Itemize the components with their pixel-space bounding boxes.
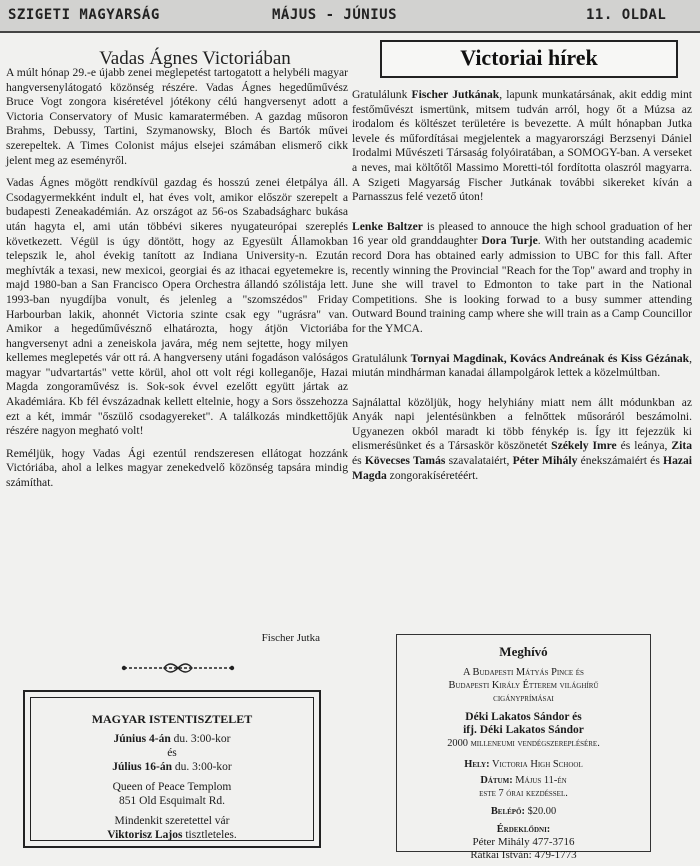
left-article-paragraph: Vadas Ágnes mögött rendkívül gazdag és hosszú zenei életpálya áll. Csodagyermekként indult el, hat éves volt, amikor először szerepelt a budapesti Zeneakadémián. Az országot az 56-os Szabadságharc bukása után hagyta el, ami után többévi sikeres nyugateurópai szereplés következett. Végül is úgy döntött, hogy az Egyesült Államokban telepszik le, ahol évekig tanított az Indiana University-n. Ezután meghívták a texasi, new mexicoi, georgiai és az ithacai egyetemekre is, majd 1980-ban a San Francisco Opera Orchestra állandó szólistája lett. 1993-ban nyugdíjba vonult, és jelenleg a "szomszédos" Friday Harbourban lakik, ahonnét Victoria szinte csak egy "ugrásra" van. Amikor a hegedűművésznő elhatározta, hogy átjön Victoriába hangversenyt adni a zeneiskola javára, még nem sejtette, hogy milyen kellemes meglepetés vár ott rá. A hangverseny utáni fogadáson valóságos magyar "udvartartás" vette körül, ahol ott volt régi kolleganője, Hazai Magda zongoraművész is. Sok-sok évvel ezelőtt együtt jártak az Akadémiára. Kb fél évszázadnak kellett eltelnie, hogy a Sors összehozza ezt a két, immár "őszülő csodagyereket". A találkozás mindkettőjük részére nagyon megható volt!: [6, 176, 348, 438]
right-column-body: [352, 88, 692, 498]
invitation-line: Budapesti Király Étterem világhírű: [448, 680, 599, 691]
service-host: Viktorisz Lajos tisztleteles.: [107, 829, 237, 841]
service-place-address: 851 Old Esquimalt Rd.: [118, 795, 226, 807]
invitation-place: Hely: Victoria High School: [464, 759, 583, 770]
left-article-paragraph: Reméljük, hogy Vadas Ági ezentúl rendszeresen ellátogat hozzánk Victóriába, ahol a lelkes magyar zenekedvelő közönség tapsára mindig számíthat.: [6, 446, 348, 490]
header-publication: SZIGETI MAGYARSÁG: [8, 7, 160, 23]
header-issue: MÁJUS - JÚNIUS: [272, 7, 398, 23]
invitation-contact: Rátkai István: 479-1773: [470, 849, 577, 861]
invitation-box: [396, 634, 651, 861]
church-service-box: [23, 690, 321, 848]
left-article-body: [6, 66, 348, 499]
left-article-title: Vadas Ágnes Victoriában: [99, 48, 291, 69]
header-page-number: 11. OLDAL: [586, 7, 667, 23]
invitation-line: A Budapesti Mátyás Pince és: [463, 667, 584, 678]
service-invite: Mindenkit szeretettel vár: [114, 815, 230, 827]
invitation-time: este 7 órai kezdéssel.: [479, 788, 568, 799]
right-column-title: Victoriai hírek: [460, 45, 598, 70]
news-item: Gratulálunk Fischer Jutkának, lapunk munkatársának, akit eddig mint festőművészt ismertünk, mitsem tudván arról, hogy őt a Múzsa az irodalom és költészet területére is bevezette. A múlt hónapban Jutka levele és műfordításai megjelentek a magyarországi Berzsenyi Dániel Irodalmi Művészeti Társaság folyóiratában, a SOMOGY-ban. A verseket a neves, mai költőtől Massimo Moretti-tól fordította olaszról magyarra. A Szigeti Magyarság Fischer Jutkának további sikereket kíván a Parnasszus felé vezető úton!: [352, 88, 692, 204]
service-date-2: Július 16-án du. 3:00-kor: [112, 761, 232, 773]
invitation-line: cigányprímásai: [493, 693, 554, 704]
news-item: Lenke Baltzer is pleased to annouce the high school graduation of her 16 year old granddaughter Dora Turje. With her outstanding academic record Dora has obtained early admission to UBC for this fall. After recently winning the Provincial "Reach for the Top" award and trophy in June she will travel to Edmonton to take part in the National Competitions. She is looking forwad to a busy summer attending Outward Bound training camp where she will train as a Camp Councillor for the YMCA.: [352, 219, 692, 335]
news-item: Sajnálattal közöljük, hogy helyhiány miatt nem állt módunkban az Anyák napi jelentésünkben a felnőttek műsoráról beszámolni. Ugyanezen okból maradt ki több fénykép is. Így itt fejezzük ki elismerésünket és a Társaskör köszönetét Székely Imre és leánya, Zita és Kövecses Tamás szavalataiért, Péter Mihály énekszámaiért és Hazai Magda zongorakíséretéért.: [352, 395, 693, 482]
performer-name: Déki Lakatos Sándor és: [465, 711, 582, 723]
invitation-fee: Belépő: $20.00: [490, 806, 557, 817]
invitation-occasion: 2000 milleneumi vendégszereplésére.: [447, 738, 600, 749]
invitation-date: Dátum: Május 11-én: [480, 775, 567, 786]
left-article-paragraph: A múlt hónap 29.-e újabb zenei meglepetést tartogatott a helybéli magyar hangversenylátogató közönség részére. Vadas Ágnes hegedűművész Bruce Vogt zongora kiséretével jótékony célú hangversenyt adott a Victoria Conservatory of Music kamaratermében. A gazdag műsoron Brahms, Debussy, Tartini, Szymanowsky, Bloch és Bartók művei szerepeltek. A Times Colonist május elsejei számában elismerő cikk jelent meg az eseményről.: [6, 66, 348, 167]
performer-name: ifj. Déki Lakatos Sándor: [463, 724, 584, 736]
church-service-title: MAGYAR ISTENTISZTELET: [91, 712, 253, 726]
service-place-name: Queen of Peace Templom: [112, 781, 232, 793]
page-header: [0, 0, 700, 33]
article-signature: Fischer Jutka: [261, 632, 320, 644]
ornament-divider-icon: [120, 658, 236, 678]
invitation-title: Meghívó: [499, 644, 548, 659]
service-date-1: Június 4-án du. 3:00-kor: [113, 733, 231, 745]
invitation-info-label: Érdeklődni:: [496, 824, 551, 835]
news-item: Gratulálunk Tornyai Magdinak, Kovács Andreának és Kiss Gézának, miután mindhárman kanadai állampolgárok lettek a közelmúltban.: [352, 351, 692, 380]
invitation-contact: Péter Mihály 477-3716: [472, 836, 575, 848]
service-and: és: [167, 747, 177, 759]
